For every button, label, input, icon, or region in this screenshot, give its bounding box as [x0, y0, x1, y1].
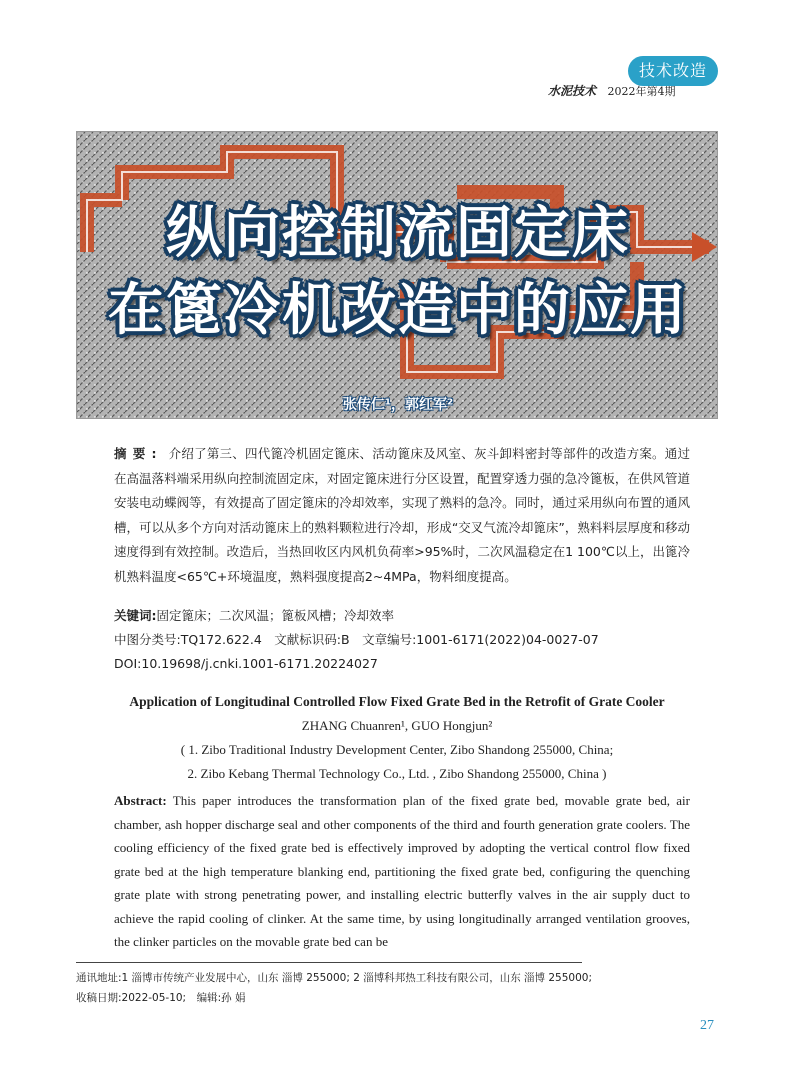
english-affiliation-2: 2. Zibo Kebang Thermal Technology Co., Ltd. , Zibo Shandong 255000, China ) — [187, 766, 607, 781]
english-abstract — [114, 789, 690, 954]
article-authors: 张传仁¹，郭红军² — [342, 397, 454, 413]
doi: DOI:10.19698/j.cnki.1001-6171.20224027 — [114, 656, 378, 671]
footnote-divider — [76, 962, 582, 963]
english-authors: ZHANG Chuanren¹, GUO Hongjun² — [301, 718, 493, 733]
journal-issue: 2022年第4期 — [607, 85, 676, 98]
keywords — [114, 605, 690, 627]
section-badge: 技术改造 — [628, 56, 718, 86]
english-title: Application of Longitudinal Controlled Flow Fixed Grate Bed in the Retrofit of Grate Cooler — [129, 694, 665, 709]
english-abstract-label: Abstract: — [114, 793, 167, 808]
abstract-text: 介绍了第三、四代篦冷机固定篦床、活动篦床及风室、灰斗卸料密封等部件的改造方案。通过在高温落料端采用纵向控制流固定床，对固定篦床进行分区设置，配置穿透力强的急冷篦板，在供风管道安装电动蝶阀等，有效提高了固定篦床的冷却效率，实现了熟料的急冷。同时，通过采用纵向布置的通风槽，可以从多个方向对活动篦床上的熟料颗粒进行冷却，形成“交叉气流冷却篦床”，熟料料层厚度和移动速度得到有效控制。改造后，当热回收区内风机负荷率>95%时，二次风温稳定在1 100℃以上，出篦冷机熟料温度<65℃+环境温度，熟料强度提高2~4MPa，物料细度提高。 — [114, 446, 690, 584]
classification-numbers: 中图分类号:TQ172.622.4 文献标识码:B 文章编号:1001-6171(2022)04-0027-07 — [114, 632, 599, 647]
article-title-line-1: 纵向控制流固定床 — [166, 201, 630, 266]
abstract-label: 摘要: — [114, 446, 163, 461]
page-number: 27 — [700, 1018, 714, 1033]
footnote-received: 收稿日期:2022-05-10; 编辑:孙 娟 — [76, 992, 246, 1004]
article-title-line-2: 在篦冷机改造中的应用 — [108, 278, 688, 343]
banner-texture — [77, 132, 718, 419]
title-banner — [76, 131, 718, 419]
footnote-address: 通讯地址:1 淄博市传统产业发展中心，山东 淄博 255000; 2 淄博科邦热工科技有限公司，山东 淄博 255000; — [76, 972, 593, 984]
english-affiliation-1: ( 1. Zibo Traditional Industry Development Center, Zibo Shandong 255000, China; — [180, 742, 614, 757]
keywords-label: 关键词: — [114, 608, 157, 623]
abstract-chinese — [114, 442, 690, 589]
keywords-text: 固定篦床；二次风温；篦板风槽；冷却效率 — [156, 608, 395, 623]
journal-name: 水泥技术 — [548, 84, 597, 98]
english-abstract-text: This paper introduces the transformation plan of the fixed grate bed, movable grate bed, air chamber, ash hopper discharge seal and other components of the third and fourth generation grate coolers. The cooling efficiency of the fixed grate bed is effectively improved by adopting the vertical control flow fixed grate bed at the high temperature blanking end, partitioning the fixed grate bed, configuring the quenching grate plate with strong penetrating power, and installing electric butterfly valves in the air supply duct to achieve the rapid cooling of clinker. At the same time, by using longitudinally arranged ventilation grooves, the clinker particles on the movable grate bed can be — [114, 793, 690, 949]
journal-header — [548, 82, 738, 102]
